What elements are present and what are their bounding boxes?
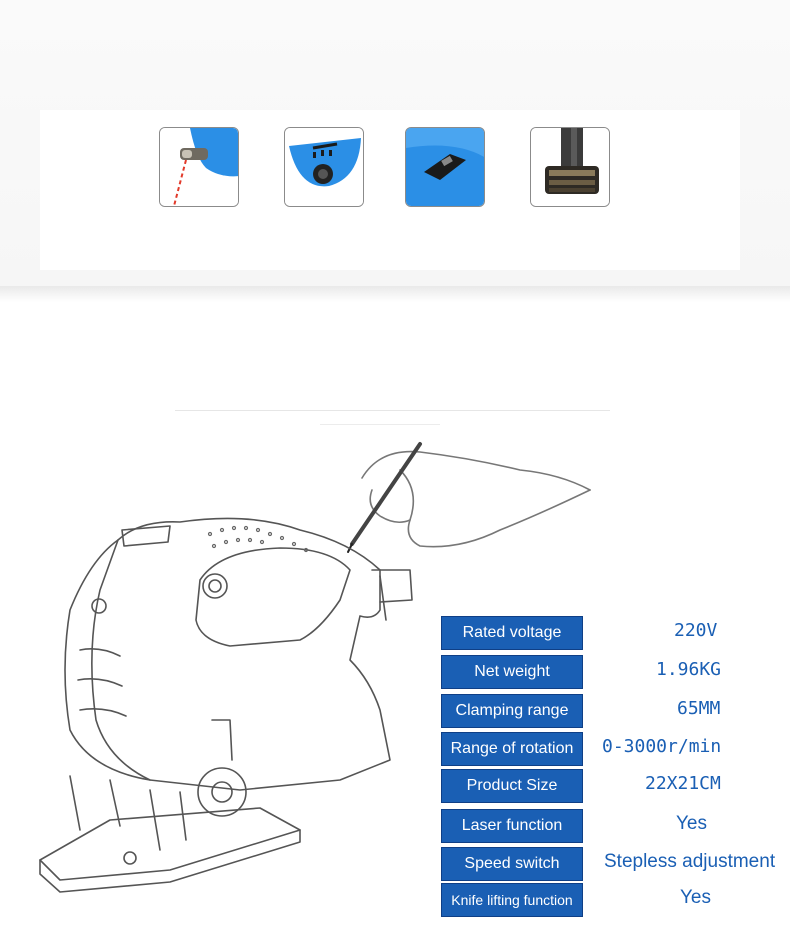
switch-icon (406, 128, 485, 207)
spec-row (0, 655, 790, 689)
band-shadow (0, 286, 790, 302)
spec-label: Speed switch (441, 847, 583, 881)
thumbnail-laser[interactable] (159, 127, 239, 207)
spec-label: Product Size (441, 769, 583, 803)
spec-value: Yes (680, 887, 711, 908)
spec-label: Knife lifting function (441, 883, 583, 917)
spec-label: Laser function (441, 809, 583, 843)
spec-row (0, 809, 790, 843)
spec-value: 65MM (677, 698, 721, 719)
spec-value: Stepless adjustment (604, 851, 776, 872)
spec-label: Net weight (441, 655, 583, 689)
divider-line (320, 424, 440, 425)
spec-value: 220V (674, 620, 718, 641)
blade-angle-icon (285, 128, 364, 207)
spec-label: Clamping range (441, 694, 583, 728)
clamp-nut-icon (531, 128, 610, 207)
spec-value: 1.96KG (656, 659, 722, 680)
spec-row (0, 732, 790, 766)
thumbnail-switch[interactable] (405, 127, 485, 207)
spec-row (0, 616, 790, 650)
spec-row (0, 769, 790, 803)
laser-guide-icon (160, 128, 239, 207)
spec-label: Rated voltage (441, 616, 583, 650)
spec-value: 0-3000r/min (602, 736, 722, 757)
spec-row (0, 694, 790, 728)
spec-label: Range of rotation (441, 732, 583, 766)
divider-line (175, 410, 610, 411)
spec-value: 22X21CM (645, 773, 721, 794)
thumbnail-clamp[interactable] (530, 127, 610, 207)
thumbnail-angle[interactable] (284, 127, 364, 207)
spec-row (0, 847, 790, 881)
spec-row (0, 883, 790, 917)
feature-card (40, 110, 740, 270)
spec-value: Yes (676, 813, 707, 834)
